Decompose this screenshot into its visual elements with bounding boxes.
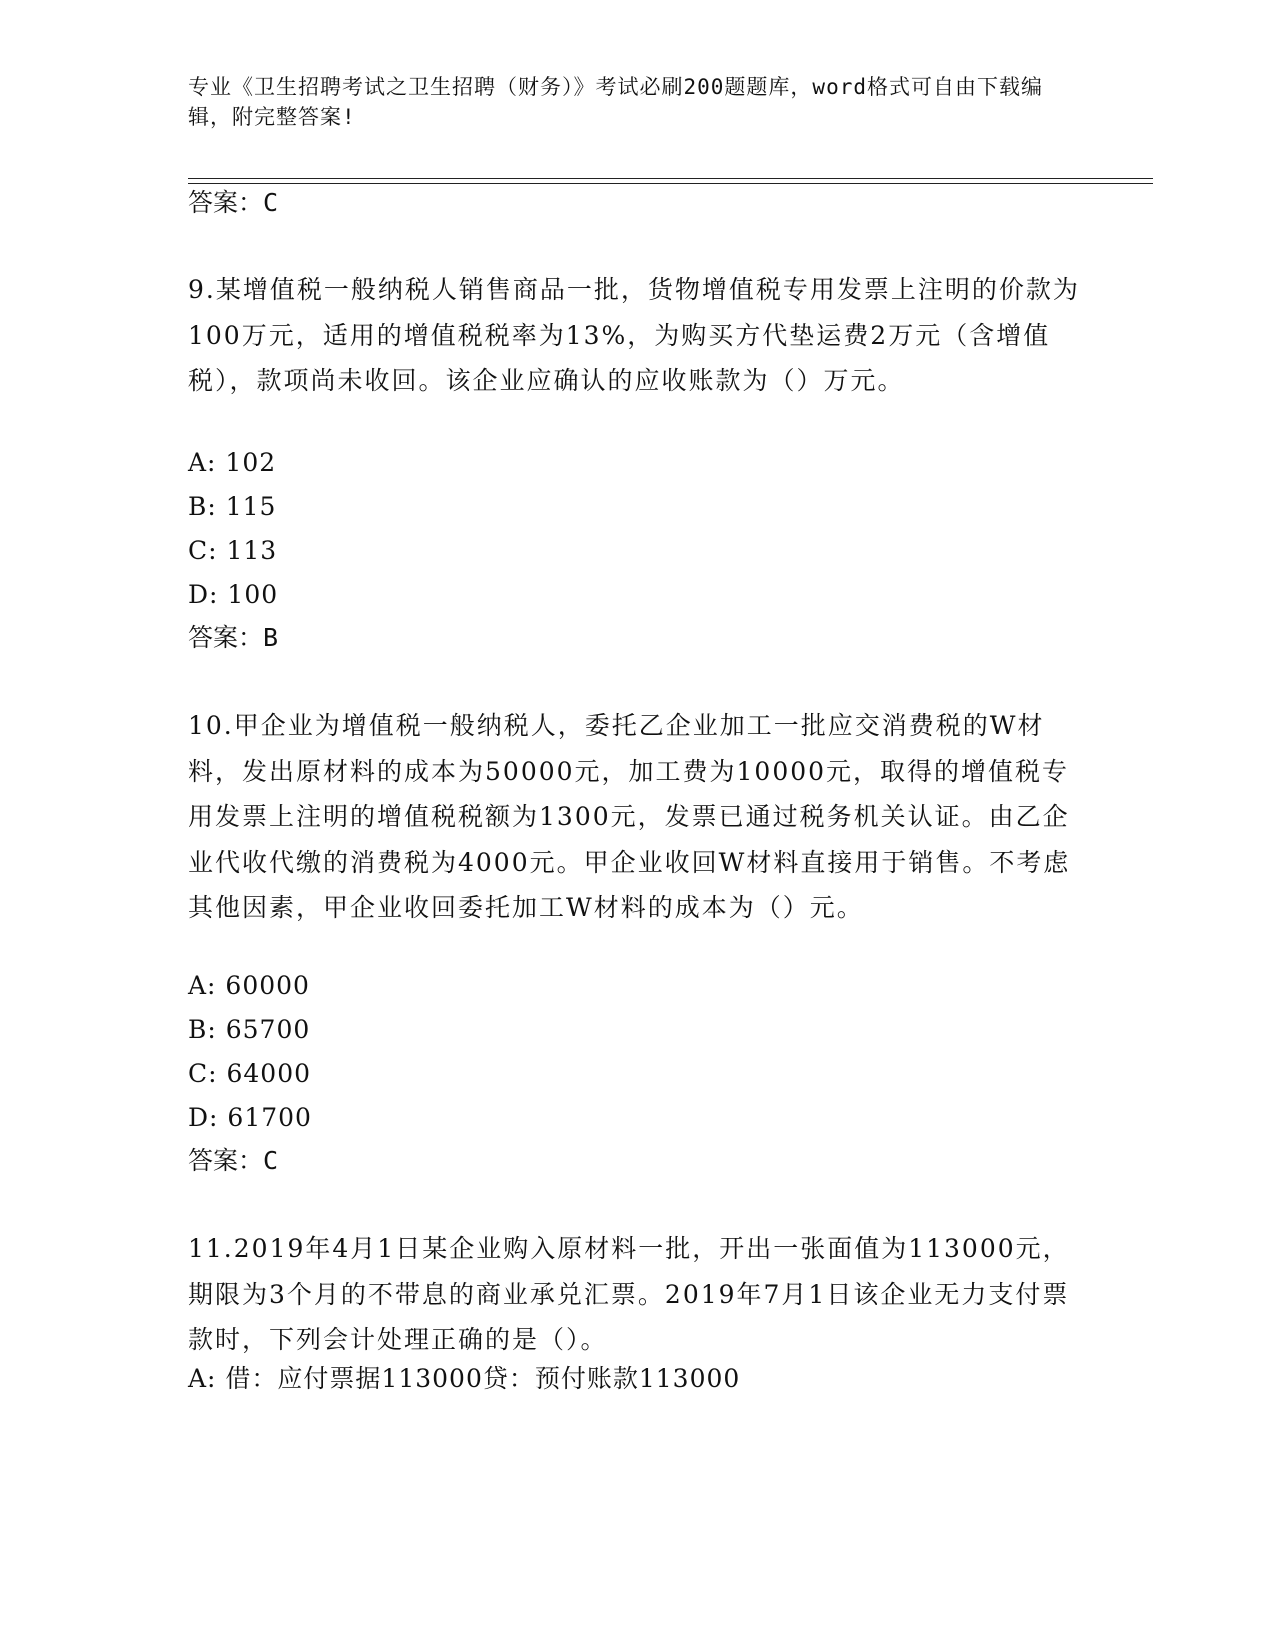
header-divider-secondary: [188, 183, 1153, 184]
question-9-stem: 9.某增值税一般纳税人销售商品一批，货物增值税专用发票上注明的价款为100万元，适用的增值税税率为13%，为购买方代垫运费2万元（含增值税），款项尚未收回。该企业应确认的应收账款为（）万元。: [188, 275, 1080, 395]
question-9-option-d: D: 100: [188, 580, 279, 609]
question-9-option-b: B: 115: [188, 492, 277, 521]
question-10-option-b: B: 65700: [188, 1015, 311, 1044]
header-divider: [188, 178, 1153, 179]
question-9-option-c: C: 113: [188, 536, 278, 565]
document-header: 专业《卫生招聘考试之卫生招聘（财务）》考试必刷200题题库，word格式可自由下载编辑，附完整答案!: [188, 75, 1043, 129]
question-11-stem: 11.2019年4月1日某企业购入原材料一批，开出一张面值为113000元，期限为3个月的不带息的商业承兑汇票。2019年7月1日该企业无力支付票款时，下列会计处理正确的是（）。: [188, 1234, 1070, 1354]
question-9-answer: 答案：B: [188, 623, 279, 652]
question-10-stem: 10.甲企业为增值税一般纳税人，委托乙企业加工一批应交消费税的W材料，发出原材料的成本为50000元，加工费为10000元，取得的增值税专用发票上注明的增值税税额为1300元，发票已通过税务机关认证。由乙企业代收代缴的消费税为4000元。甲企业收回W材料直接用于销售。不考虑其他因素，甲企业收回委托加工W材料的成本为（）元。: [188, 711, 1071, 922]
question-10-option-d: D: 61700: [188, 1103, 312, 1132]
question-10-answer: 答案：C: [188, 1146, 279, 1175]
question-11-option-a: A: 借：应付票据113000贷：预付账款113000: [188, 1364, 741, 1393]
question-10-option-a: A: 60000: [188, 971, 310, 1000]
answer-previous-question: 答案：C: [188, 188, 279, 217]
question-9-option-a: A: 102: [188, 448, 277, 477]
question-10-option-c: C: 64000: [188, 1059, 312, 1088]
